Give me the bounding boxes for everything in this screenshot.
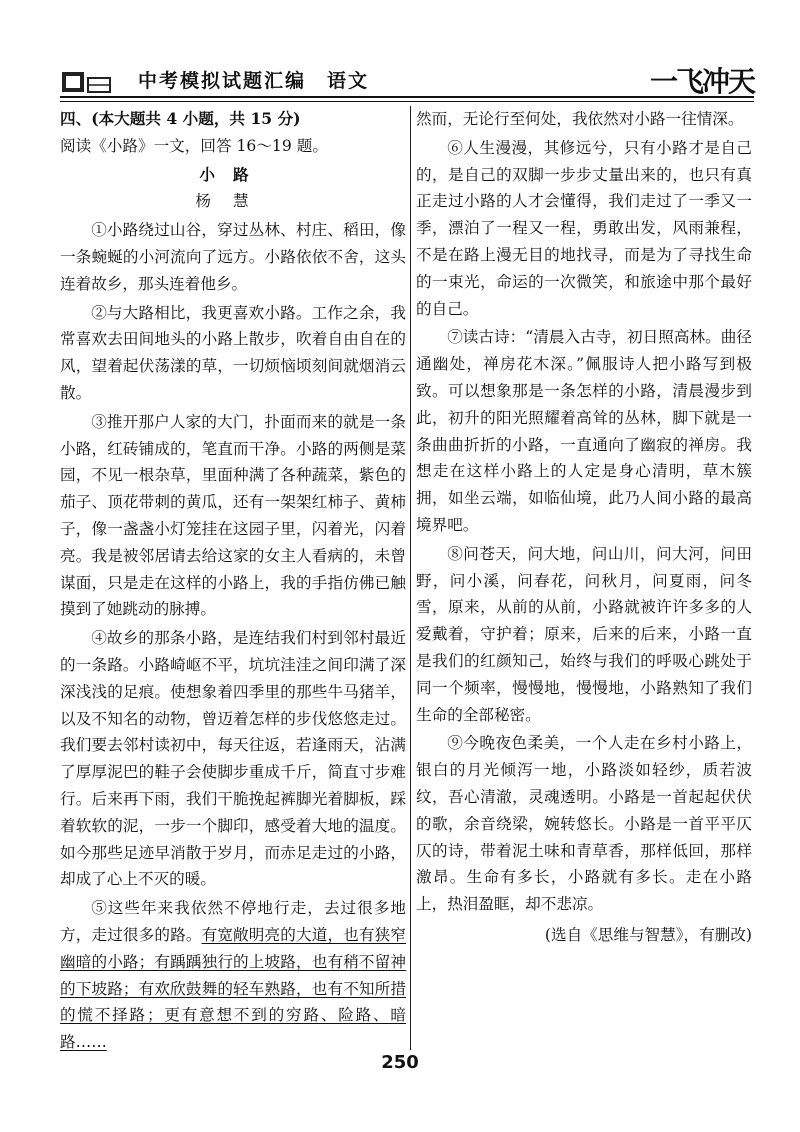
paragraph-8: ⑧问苍天，问大地，问山川，问大河，问田野，问小溪，问春花，问秋月，问夏雨，问冬雪，原来，从前的从前，小路就被许许多多的人爱戴着，守护着；原来，后来的后来，小路一直是我们的红颜知己，始终与我们的呼吸心跳处于同一个频率，慢慢地，慢慢地，小路熟知了我们生命的全部秘密。	[416, 544, 752, 724]
page-header	[60, 52, 754, 104]
page-number: 250	[381, 1052, 419, 1073]
left-column	[60, 106, 406, 1056]
paragraph-7: ⑦读古诗：“清晨入古寺，初日照高林。曲径通幽处，禅房花木深。”佩服诗人把小路写到极致。可以想象那是一条怎样的小路，清晨漫步到此，初升的阳光照耀着高耸的丛林，脚下就是一条曲曲折折的小路，一直通向了幽寂的禅房。我想走在这样小路上的人定是身心清明，草木簇拥，如坐云端，如临仙境，此乃人间小路的最高境界吧。	[416, 328, 752, 534]
paragraph-5	[60, 895, 406, 1056]
right-column	[416, 106, 752, 949]
paragraph-9: ⑨今晚夜色柔美，一个人走在乡村小路上，银白的月光倾泻一地，小路淡如轻纱，质若波纹，吾心清澈，灵魂透明。小路是一首起起伏伏的歌，余音绕梁，婉转悠长。小路是一首平平仄仄的诗，带着泥土味和青草香，那样低回，那样激昂。生命有多长，小路就有多长。走在小路上，热泪盈眶，却不悲凉。	[416, 734, 752, 914]
article-title: 小路	[199, 164, 267, 184]
paragraph-3: ③推开那户人家的大门，扑面而来的就是一条小路，红砖铺成的，笔直而干净。小路的两侧是菜园，不见一根杂草，里面种满了各种蔬菜，紫色的茄子、顶花带刺的黄瓜，还有一架架红柿子、黄柿子，像一盏盏小灯笼挂在这园子里，闪着光，闪着亮。我是被邻居请去给这家的女主人看病的，未曾谋面，只是走在这样的小路上，我的手指仿佛已触摸到了她跳动的脉搏。	[60, 412, 406, 619]
section-heading: 四、(本大题共 4 小题，共 15 分)	[60, 109, 301, 128]
paragraph-6: ⑥人生漫漫，其修远兮，只有小路才是自己的，是自己的双脚一步步丈量出来的，也只有真正走过小路的人才会懂得，我们走过了一季又一季，漂泊了一程又一程，勇敢出发，风雨兼程，不是在路上漫无目的地找寻，而是为了寻找生命的一束光，命运的一次微笑，和旅途中那个最好的自己。	[416, 138, 752, 318]
paragraph-5-start: ⑤这些年来我依然不停地行走，去过很多地方，走过很多的路。	[60, 899, 406, 944]
header-title: 中考模拟试题汇编 语文	[138, 70, 370, 92]
paragraph-1: ①小路绕过山谷，穿过丛林、村庄、稻田，像一条蜿蜒的小河流向了远方。小路依依不舍，这头连着故乡，那头连着他乡。	[60, 221, 406, 293]
column-divider	[410, 106, 411, 1050]
paragraph-5-underlined: 有宽敞明亮的大道，也有狭窄幽暗的小路；有踽踽独行的上坡路，也有稍不留神的下坡路；有欢欣鼓舞的轻车熟路，也有不知所措的慌不择路；更有意想不到的穷路、险路、暗路……	[60, 925, 406, 1052]
reading-instruction: 阅读《小路》一文，回答 16～19 题。	[60, 136, 328, 155]
paragraph-4: ④故乡的那条小路，是连结我们村到邻村最近的一条路。小路崎岖不平，坑坑洼洼之间印满了深深浅浅的足痕。使想象着四季里的那些牛马猪羊，以及不知名的动物，曾迈着怎样的步伐悠悠走过。我们要去邻村读初中，每天往返，若逢雨天，沾满了厚厚泥巴的鞋子会使脚步重成千斤，简直寸步难行。后来再下雨，我们干脆挽起裤脚光着脚板，踩着软软的泥，一步一个脚印，感受着大地的温度。如今那些足迹早消散于岁月，而赤足走过的小路，却成了心上不灭的暖。	[60, 629, 406, 889]
article-author: 杨慧	[195, 192, 271, 211]
article-source: (选自《思维与智慧》，有删改)	[544, 925, 752, 944]
paragraph-2: ②与大路相比，我更喜欢小路。工作之余，我常喜欢去田间地头的小路上散步，吹着自由自在的风，望着起伏荡漾的草，一切烦恼顷刻间就烟消云散。	[60, 303, 406, 402]
header-brand: 一飞冲天	[649, 65, 754, 98]
book-logo-icon	[60, 68, 114, 96]
header-rule-thin	[60, 101, 754, 102]
header-rule	[60, 96, 754, 98]
paragraph-5-end: 然而，无论行至何处，我依然对小路一往情深。	[416, 110, 744, 128]
